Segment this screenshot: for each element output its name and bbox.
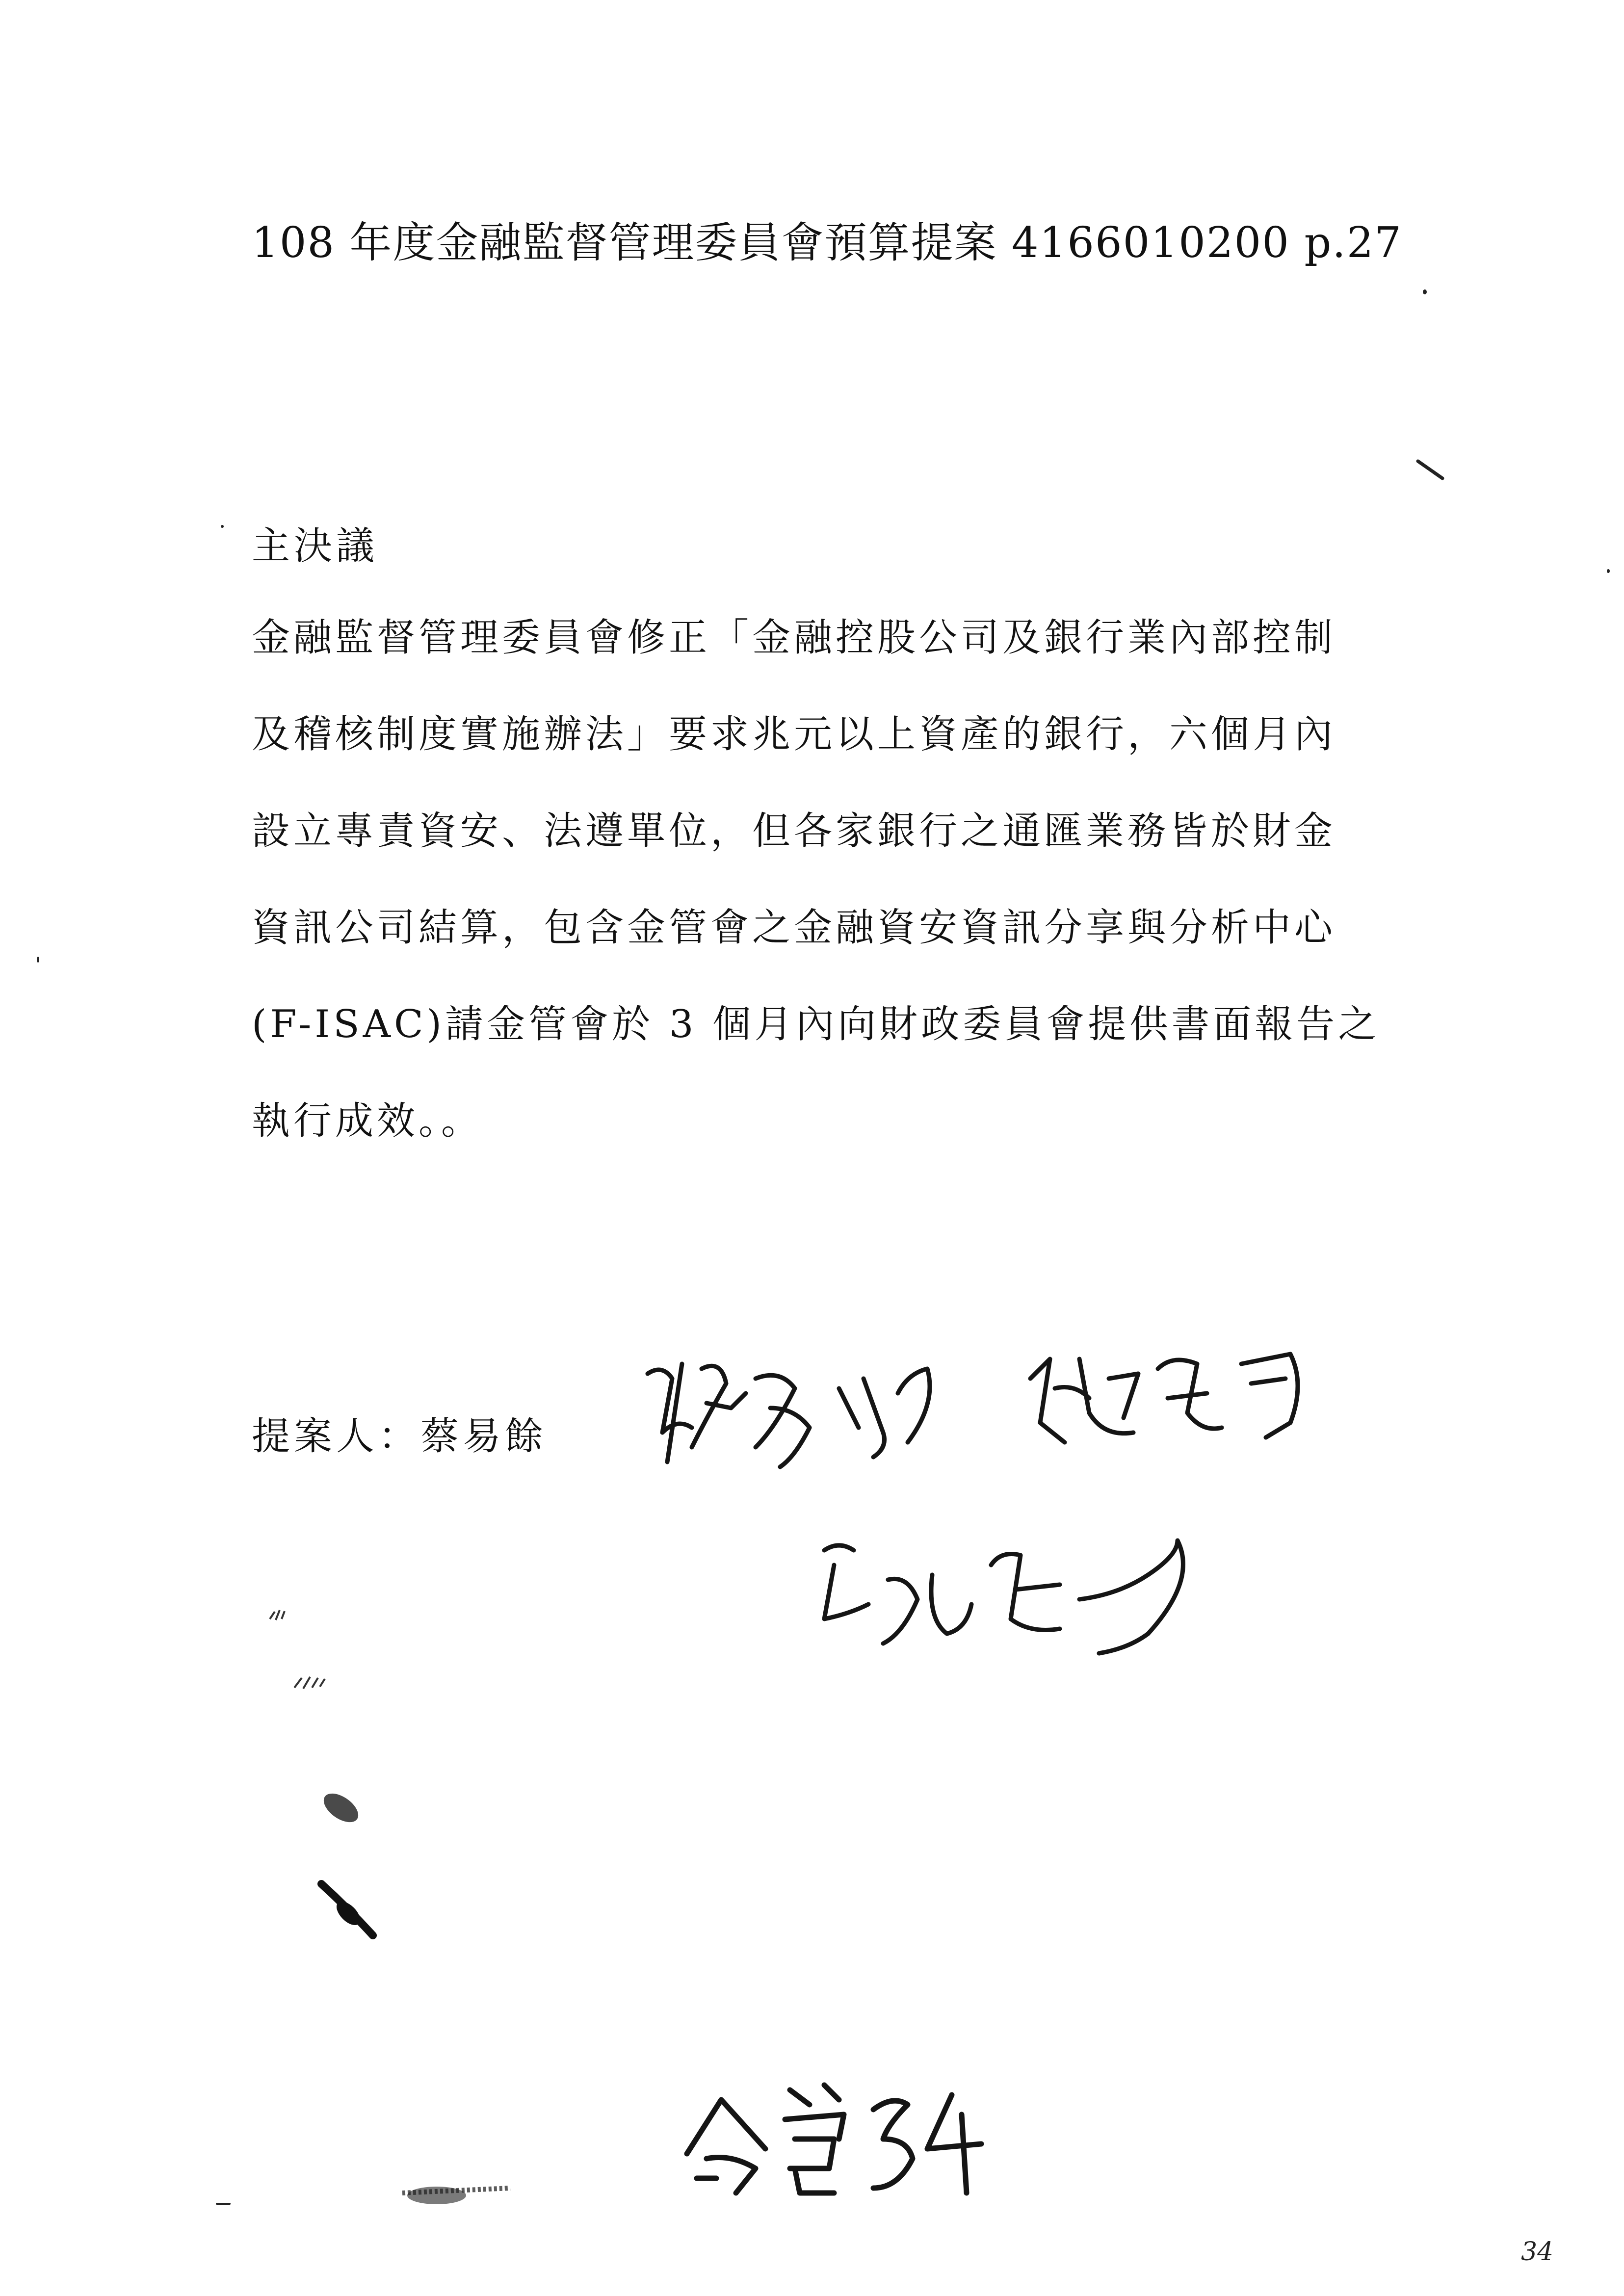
scan-smudge [393, 2173, 520, 2213]
handwritten-signature-2 [1011, 1325, 1335, 1472]
handwritten-signature-3 [805, 1521, 1236, 1668]
handwritten-stamp [677, 2065, 991, 2213]
proposer-label: 提案人： [252, 1414, 421, 1459]
page-number-text: 34 [1521, 2237, 1554, 2267]
document-header: 108 年度金融監督管理委員會預算提案 4166010200 p.27 [252, 218, 1403, 267]
section-title: 主決議 [252, 524, 379, 568]
scan-speck [221, 525, 224, 528]
scan-smudge [265, 1604, 294, 1629]
body-line: 設立專責資安、法遵單位，但各家銀行之通匯業務皆於財金 [252, 809, 1336, 853]
resolution-body [252, 603, 1400, 1183]
proposer-name: 蔡易餘 [420, 1414, 548, 1459]
scan-speck [216, 2203, 231, 2205]
scan-smudge [289, 1668, 334, 1697]
page-number [1521, 2237, 1553, 2267]
body-line: 金融監督管理委員會修正「金融控股公司及銀行業內部控制 [252, 616, 1336, 660]
scan-smudge [314, 1874, 383, 1943]
handwritten-signature-1 [633, 1334, 986, 1482]
body-line: 執行成效。。 [252, 1099, 483, 1143]
scan-speck [1607, 569, 1610, 573]
scan-mark [1413, 456, 1452, 486]
proposer-line [252, 1406, 547, 1461]
scan-speck [1423, 289, 1427, 294]
scan-speck [37, 957, 39, 963]
body-line: (F-ISAC)請金管會於 3 個月內向財政委員會提供書面報告之 [252, 1002, 1380, 1046]
body-line: 資訊公司結算，包含金管會之金融資安資訊分享與分析中心 [252, 906, 1336, 950]
scan-smudge [314, 1786, 368, 1830]
body-line: 及稽核制度實施辦法」要求兆元以上資產的銀行，六個月內 [252, 712, 1336, 757]
